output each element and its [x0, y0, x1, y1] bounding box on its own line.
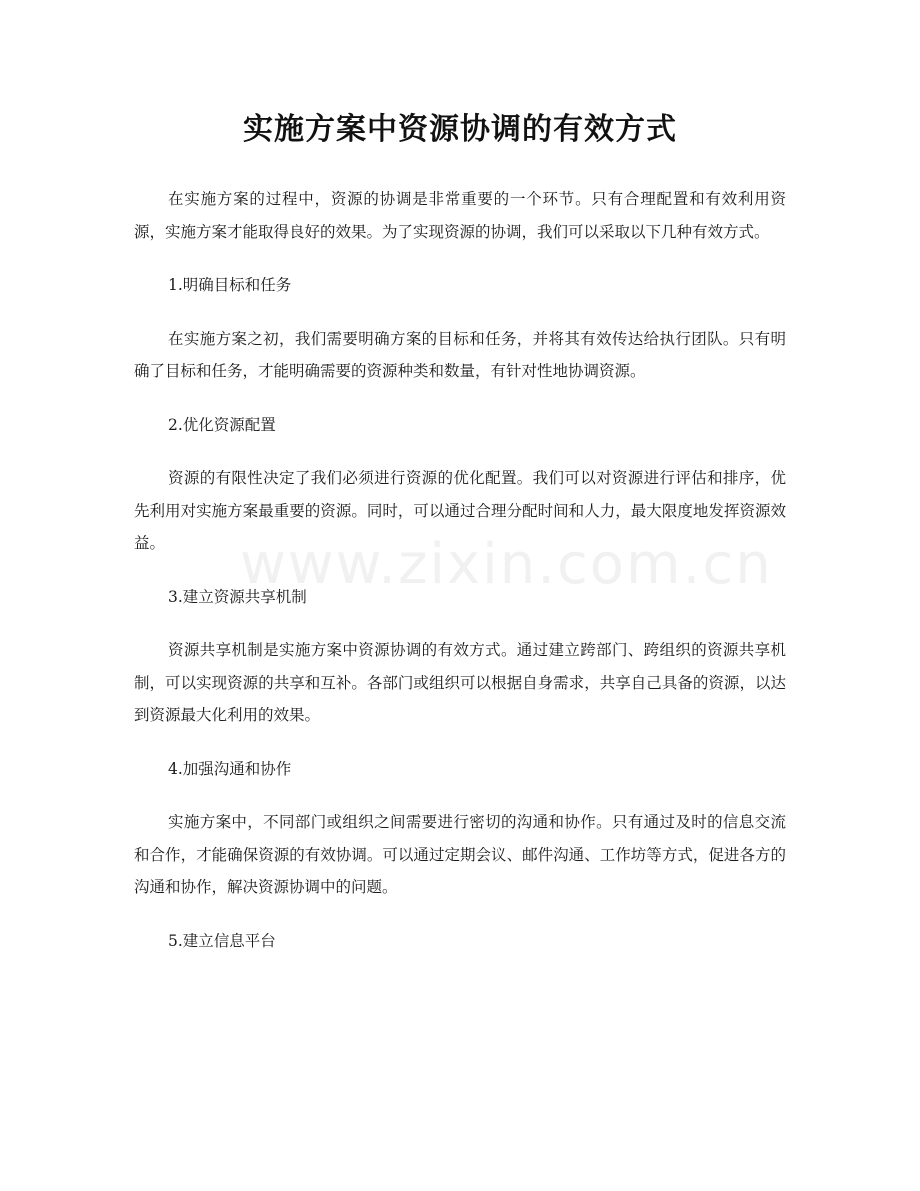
document-title: 实施方案中资源协调的有效方式 [243, 112, 677, 147]
section-body-3: 资源共享机制是实施方案中资源协调的有效方式。通过建立跨部门、跨组织的资源共享机制，可以实现资源的共享和互补。各部门或组织可以根据自身需求，共享自己具备的资源，以达到资源最大化利用的效果。 [134, 641, 786, 724]
section-body-4: 实施方案中，不同部门或组织之间需要进行密切的沟通和协作。只有通过及时的信息交流和合作，才能确保资源的有效协调。可以通过定期会议、邮件沟通、工作坊等方式，促进各方的沟通和协作，解决资源协调中的问题。 [134, 813, 786, 896]
section-body-2: 资源的有限性决定了我们必须进行资源的优化配置。我们可以对资源进行评估和排序，优先利用对实施方案最重要的资源。同时，可以通过合理分配时间和人力，最大限度地发挥资源效益。 [134, 469, 786, 552]
document-body [134, 183, 786, 957]
section-heading-3: 3.建立资源共享机制 [168, 587, 307, 606]
watermark: www.zixin.com.cn [240, 532, 773, 597]
intro-paragraph: 在实施方案的过程中，资源的协调是非常重要的一个环节。只有合理配置和有效利用资源，实施方案才能取得良好的效果。为了实现资源的协调，我们可以采取以下几种有效方式。 [134, 190, 786, 241]
section-body-1: 在实施方案之初，我们需要明确方案的目标和任务，并将其有效传达给执行团队。只有明确了目标和任务，才能明确需要的资源种类和数量，有针对性地协调资源。 [134, 329, 786, 380]
section-heading-4: 4.加强沟通和协作 [168, 759, 292, 778]
section-heading-1: 1.明确目标和任务 [168, 276, 292, 294]
section-heading-2: 2.优化资源配置 [168, 415, 276, 434]
section-heading-5: 5.建立信息平台 [168, 931, 276, 950]
